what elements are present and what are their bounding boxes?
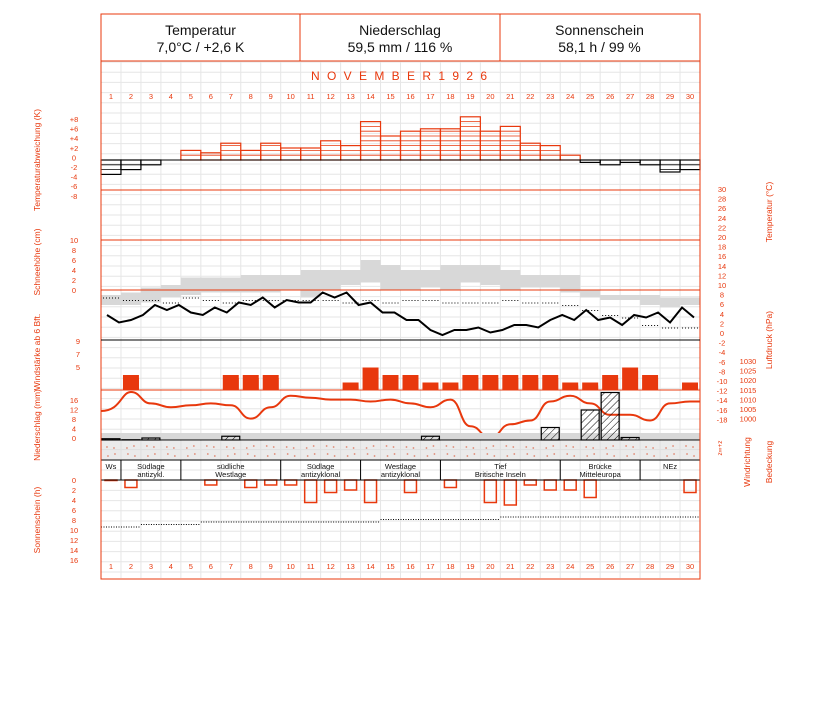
day-label-bottom: 25 [586,562,595,571]
tick-sunshine: 6 [71,506,77,515]
day-label-top: 23 [546,92,555,101]
anomaly-bar [540,146,560,160]
tick-pressure: 1030 [739,357,757,366]
day-label-bottom: 26 [605,562,615,571]
wind-bar-sub [252,378,259,390]
tick-pressure: 1010 [739,395,757,405]
day-label-bottom: 28 [645,562,655,571]
day-label-top: 17 [426,92,435,101]
labels [32,69,774,571]
day-label-top: 13 [346,92,355,101]
axis-label-temp-anomaly: Temperaturabweichung (K) [32,108,42,212]
tick-temp-anomaly: -2 [70,163,78,172]
axis-label-cloud: Bedeckung [764,440,774,484]
sunshine-bar [564,480,576,490]
tick-precip: 0 [71,434,77,443]
day-label-bottom: 21 [506,562,515,571]
day-label-top: 8 [248,92,253,101]
tick-snow: 2 [71,276,77,285]
tick-precip: 8 [71,415,77,424]
wind-bar-sub [491,378,498,390]
tick-sunshine: 8 [71,516,77,525]
weather-type-label: Südlage [306,462,335,471]
tick-temperature: 12 [717,271,727,281]
axis-label-wind: Windstärke ab 6 Bft. [32,313,42,391]
sunshine-bar [584,480,596,498]
day-label-bottom: 18 [446,562,455,571]
tick-temperature: 6 [719,300,725,310]
tick-wind: 5 [75,363,81,372]
tick-temperature: 2 [719,319,725,329]
weather-type-label2: Britische Inseln [474,470,526,479]
day-label-top: 25 [586,92,595,101]
tick-snow: 10 [69,236,79,245]
day-label-bottom: 11 [306,562,315,571]
wind-bar-sub [392,378,399,390]
day-label-bottom: 14 [366,562,375,571]
cloud-band [101,441,700,459]
tick-snow: 8 [71,246,77,255]
wind-bar-sub [431,386,438,391]
day-label-bottom: 1 [108,562,114,571]
tick-temperature: 18 [717,242,727,252]
sunshine-bar [285,480,297,485]
precip-bar [421,436,439,440]
axis-label-pressure: Luftdruck (hPa) [764,310,774,370]
tick-temperature: 22 [717,223,727,233]
tick-temperature: 28 [717,194,727,204]
day-label-top: 10 [286,92,295,101]
wind-bar-sub [511,378,518,390]
tick-sunshine: 4 [71,496,77,505]
anomaly-bar [381,136,401,160]
day-label-bottom: 23 [546,562,555,571]
tick-temp-anomaly: +6 [69,124,79,134]
weather-type-label: Ws [105,462,117,471]
tick-temperature: 8 [719,290,725,300]
tick-temp-anomaly: +4 [69,134,79,144]
wind-bar-sub [631,371,638,391]
day-label-top: 12 [326,92,335,101]
day-label-bottom: 8 [248,562,253,571]
header-temperature-value: 7,0°C / +2,6 K [156,39,245,55]
tick-sunshine: 12 [69,536,79,545]
sunshine-bar [305,480,317,503]
day-label-bottom: 13 [346,562,355,571]
wind-bar-sub [411,378,418,390]
wind-bar-sub [471,378,478,390]
wind-bar-sub [232,378,239,390]
tick-temperature: 24 [717,213,727,223]
day-label-top: 16 [406,92,415,101]
day-label-top: 15 [386,92,395,101]
precip-bar [601,393,619,441]
day-label-bottom: 3 [148,562,154,571]
day-label-bottom: 12 [326,562,335,571]
tick-temperature: 30 [717,185,727,194]
tick-precip: 16 [69,396,79,405]
day-label-bottom: 6 [208,562,213,571]
day-label-top: 19 [466,92,475,101]
tick-temperature: 10 [717,281,727,290]
tick-cloud: z∞+z [717,440,724,456]
tick-temperature: 14 [717,261,727,271]
sunshine-bar [484,480,496,503]
tick-temperature: 20 [717,233,727,242]
wind-bar-sub [352,386,359,391]
weather-type-label: südliche [217,462,245,471]
tick-temperature: -12 [716,386,728,396]
weather-type-label: Südlage [137,462,165,471]
tick-snow: 6 [71,256,77,265]
tick-snow: 4 [71,266,77,275]
wind-bar-sub [132,378,139,390]
day-label-bottom: 24 [566,562,575,571]
anomaly-bar [341,146,361,160]
tick-temp-anomaly: 0 [71,153,77,163]
sunshine-bar [365,480,377,503]
day-label-top: 29 [665,92,675,101]
tick-pressure: 1020 [739,376,757,386]
tick-pressure: 1015 [739,385,757,395]
day-label-bottom: 20 [486,562,495,571]
day-label-top: 21 [506,92,515,101]
sunshine-bar [205,480,217,485]
day-label-top: 20 [486,92,495,101]
tick-temperature: -2 [718,338,726,348]
day-label-bottom: 5 [188,562,193,571]
wind-bar-sub [611,378,618,390]
sunshine-bar [245,480,257,488]
day-label-top: 28 [645,92,655,101]
tick-sunshine: 10 [69,526,79,535]
tick-temp-anomaly: -8 [70,191,78,201]
axis-label-temperature: Temperatur (°C) [764,181,774,243]
weather-type-label2: antizykl. [137,470,165,479]
day-label-bottom: 9 [268,562,273,571]
day-label-top: 9 [268,92,273,101]
day-label-bottom: 10 [286,562,295,571]
tick-temperature: 4 [719,309,725,319]
sunshine-bar [345,480,357,490]
axis-label-snow: Schneehöhe (cm) [32,228,42,296]
axis-label-wind-direction: Windrichtung [742,437,752,487]
tick-temperature: -10 [716,377,728,386]
weather-type-label: Westlage [384,462,417,471]
tick-temperature: 26 [717,204,727,214]
tick-precip: 12 [69,405,79,415]
tick-wind: 9 [75,337,81,346]
header-sunshine-title: Sonnenschein [555,22,644,38]
tick-sunshine: 0 [71,476,77,485]
day-label-top: 5 [188,92,193,101]
tick-pressure: 1005 [739,405,757,414]
day-label-top: 18 [446,92,455,101]
tick-pressure: 1025 [739,366,757,376]
day-label-top: 1 [108,92,114,101]
header-sunshine-value: 58,1 h / 99 % [558,39,641,55]
day-label-top: 30 [685,92,695,101]
weather-type-label: Brücke [588,462,612,471]
sunshine-bar [524,480,536,485]
tick-precip: 4 [71,424,77,434]
header-temperature-title: Temperatur [165,22,236,38]
tick-wind: 7 [75,350,81,359]
precip-bar [581,410,599,440]
day-label-top: 27 [625,92,635,101]
tick-temp-anomaly: -4 [70,172,78,182]
day-label-bottom: 16 [406,562,415,571]
day-label-top: 26 [605,92,615,101]
axis-label-sunshine: Sonnenschein (h) [32,486,42,554]
anomaly-bar [560,155,580,160]
header-precipitation-value: 59,5 mm / 116 % [347,39,453,55]
wind-bar-sub [651,378,658,390]
weather-type-label2: Westlage [215,470,247,479]
sunshine-bar [265,480,277,485]
wind-bar-sub [591,386,598,391]
precip-bar [541,428,559,441]
tick-temperature: -18 [716,415,728,425]
tick-sunshine: 2 [71,486,77,495]
weather-type-label: NEz [662,462,678,471]
day-label-bottom: 2 [128,562,134,571]
weather-type-label2: Mitteleuropa [579,470,621,479]
day-label-bottom: 19 [466,562,475,571]
sunshine-bar [444,480,456,488]
day-label-top: 7 [228,92,233,101]
tick-temp-anomaly: -6 [70,182,78,192]
tick-temperature: -4 [718,348,726,358]
header-precipitation-title: Niederschlag [359,22,441,38]
day-label-top: 6 [208,92,213,101]
day-label-top: 14 [366,92,375,101]
tick-temperature: -14 [716,396,728,406]
weather-type-label2: antizyklonal [301,470,341,479]
wind-bar-sub [551,378,558,390]
day-label-top: 4 [168,92,173,101]
day-label-top: 3 [148,92,154,101]
tick-temp-anomaly: +2 [69,143,79,153]
wind-bar-sub [451,386,458,391]
weather-type-label: Tief [494,462,507,471]
tick-temperature: -6 [718,357,726,367]
day-label-bottom: 7 [228,562,233,571]
wind-bar-sub [571,386,578,391]
day-label-bottom: 15 [386,562,395,571]
wind-bar-sub [691,386,698,391]
day-label-bottom: 22 [526,562,535,571]
wind-bar-sub [272,378,279,390]
tick-pressure: 1000 [739,414,757,424]
day-label-top: 2 [128,92,134,101]
sunshine-bar [544,480,556,490]
tick-sunshine: 16 [69,556,79,565]
wind-bar-sub [531,378,538,390]
precip-bar [222,436,240,440]
day-label-bottom: 29 [665,562,675,571]
day-label-bottom: 17 [426,562,435,571]
chart-title: N O V E M B E R 1 9 2 6 [310,69,490,83]
day-label-top: 22 [526,92,535,101]
tick-temperature: -8 [718,367,726,377]
day-label-bottom: 4 [168,562,173,571]
tick-temperature: 16 [717,252,727,262]
anomaly-bar-negative [660,160,680,172]
tick-temperature: -16 [716,405,728,415]
sunshine-bar [504,480,516,505]
tick-snow: 0 [71,286,77,295]
tick-temperature: 0 [719,329,725,338]
weather-type-label2: antizyklonal [380,470,421,479]
day-label-top: 11 [306,92,315,101]
sunshine-bar [125,480,137,488]
day-label-top: 24 [566,92,575,101]
anomaly-bar-negative [101,160,121,174]
axis-label-precip: Niederschlag (mm) [32,389,42,461]
day-label-bottom: 30 [685,562,695,571]
tick-sunshine: 14 [69,546,79,555]
wind-bar-sub [372,371,379,391]
tick-temp-anomaly: +8 [69,115,79,124]
day-label-bottom: 27 [625,562,635,571]
